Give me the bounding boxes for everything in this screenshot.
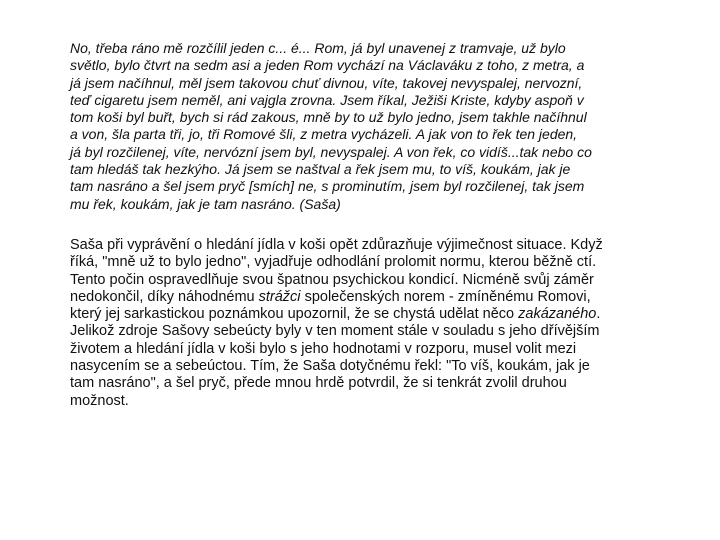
analysis-line: říká, "mně už to bylo jedno", vyjadřuje odhodlání prolomit normu, kterou běžně ctí. [70, 254, 597, 271]
document-page [70, 40, 690, 410]
quote-line: světlo, bylo čtvrt na sedm asi a jeden Rom vychází na Václaváku z toho, z metra, a [70, 57, 585, 74]
analysis-line: Saša při vyprávění o hledání jídla v koši opět zdůrazňuje výjimečnost situace. Když [70, 236, 603, 253]
emphasis-term: strážci [258, 288, 301, 305]
analysis-line [70, 289, 690, 306]
analysis-text: . [596, 306, 601, 323]
analysis-line: Tento počin ospravedlňuje svou špatnou psychickou kondicí. Nicméně svůj záměr [70, 271, 594, 288]
analysis-line: tam nasráno", a šel pryč, přede mnou hrdě potvrdil, že si tenkrát zvolil druhou [70, 375, 567, 392]
analysis-text: nedokončil, díky náhodnému [70, 288, 259, 305]
analysis-line: Jelikož zdroje Sašovy sebeúcty byly v ten moment stále v souladu s jeho dřívějším [70, 323, 600, 340]
analysis-text: společenských norem - zmíněnému Romovi, [300, 288, 591, 305]
quote-line: mu řek, koukám, jak je tam nasráno. (Saša) [70, 195, 341, 212]
analysis-line: životem a hledání jídla v koši bylo s jeho hodnotami v rozporu, musel volit mezi [70, 340, 577, 357]
analysis-paragraph [70, 237, 690, 410]
quote-line: tam nasráno a šel jsem pryč [smích] ne, s prominutím, jsem byl rozčilenej, tak jsem [70, 178, 585, 195]
analysis-line: nasycením se a sebeúctou. Tím, že Saša dotyčnému řekl: "To víš, koukám, jak je [70, 358, 590, 375]
interview-quote [70, 40, 690, 213]
quote-line: No, třeba ráno mě rozčílil jeden c... é... Rom, já byl unavenej z tramvaje, už bylo [70, 40, 566, 56]
quote-line: tam hledáš tak hezkýho. Já jsem se naštval a řek jsem mu, to víš, koukám, jak je [70, 161, 571, 178]
quote-line: já byl rozčilenej, víte, nervózní jsem byl, nevyspalej. A von řek, co vidíš...tak nebo co [70, 143, 592, 160]
analysis-line: možnost. [70, 392, 129, 409]
quote-line: tom koši byl buřt, bych si rád zakous, mně by to už bylo jedno, jsem takhle načíhnul [70, 109, 587, 126]
quote-line: teď cigaretu jsem neměl, ani vajgla zrovna. Jsem říkal, Ježiši Kriste, kdyby aspoň v [70, 91, 584, 108]
analysis-line [70, 306, 690, 323]
analysis-text: který jej sarkastickou poznámkou upozornil, že se chystá udělat něco [70, 306, 519, 323]
quote-line: já jsem načíhnul, měl jsem takovou chuť divnou, víte, takovej nevyspalej, nervozní, [70, 74, 583, 91]
emphasis-term: zakázaného [518, 306, 597, 323]
quote-line: a von, šla parta tři, jo, tři Romové šli, z metra vycházeli. A jak von to řek ten jeden, [70, 126, 578, 143]
